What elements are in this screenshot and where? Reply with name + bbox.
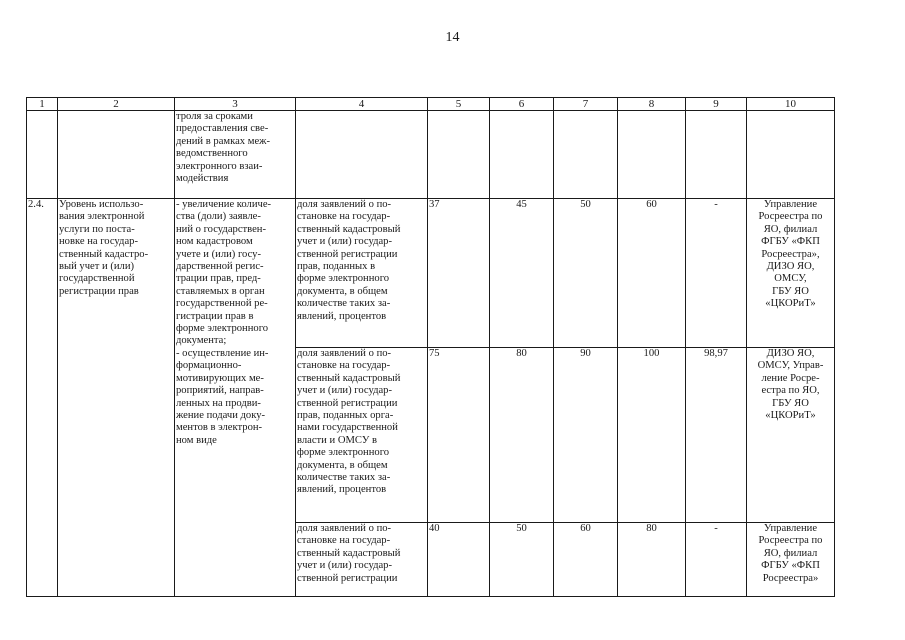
column-header: 10	[747, 98, 835, 111]
column-header: 2	[58, 98, 175, 111]
indicator-name: Уровень использо- вания электронной услуги по поста- новке на государ- ственный кадастро- вый учет и (или) государственной регистрации прав	[58, 199, 175, 597]
column-header: 9	[686, 98, 747, 111]
column-header: 6	[490, 98, 554, 111]
value-cell: -	[686, 199, 747, 348]
value-cell: 80	[618, 523, 686, 597]
value-cell: 75	[428, 348, 490, 523]
value-cell: 40	[428, 523, 490, 597]
column-number-row	[27, 98, 835, 111]
value-cell: -	[686, 523, 747, 597]
value-cell: 80	[490, 348, 554, 523]
table-row	[27, 111, 835, 199]
indicator-description: доля заявлений о по- становке на государ- ственный кадастровый учет и (или) государ- ственной регистрации	[296, 523, 428, 597]
value-cell: 90	[554, 348, 618, 523]
column-header: 8	[618, 98, 686, 111]
table-row	[27, 199, 835, 348]
indicator-description: доля заявлений о по- становке на государ- ственный кадастровый учет и (или) государ- ственной регистрации прав, поданных орга- нами государственной власти и ОМСУ в форме электронного документа, в общем количестве таких за- явлений, процентов	[296, 348, 428, 523]
value-cell: 50	[490, 523, 554, 597]
continuation-text: троля за сроками предоставления све- дений в рамках меж- ведомственного электронного взаи- модействия	[175, 111, 296, 199]
column-header: 1	[27, 98, 58, 111]
row-number: 2.4.	[27, 199, 58, 597]
page-number: 14	[445, 30, 460, 45]
responsible-cell: ДИЗО ЯО, ОМСУ, Управ- ление Росре- естра по ЯО, ГБУ ЯО «ЦКОРиТ»	[747, 348, 835, 523]
value-cell: 50	[554, 199, 618, 348]
value-cell: 60	[618, 199, 686, 348]
indicators-table	[26, 97, 835, 597]
responsible-cell: Управление Росреестра по ЯО, филиал ФГБУ «ФКП Росреестра»	[747, 523, 835, 597]
responsible-cell: Управление Росреестра по ЯО, филиал ФГБУ «ФКП Росреестра», ДИЗО ЯО, ОМСУ, ГБУ ЯО «ЦКОРиТ»	[747, 199, 835, 348]
value-cell: 37	[428, 199, 490, 348]
column-header: 3	[175, 98, 296, 111]
value-cell: 60	[554, 523, 618, 597]
column-header: 5	[428, 98, 490, 111]
indicator-description: доля заявлений о по- становке на государ- ственный кадастровый учет и (или) государ- ственной регистрации прав, поданных в форме электронного документа, в общем количестве таких за- явлений, процентов	[296, 199, 428, 348]
measures-text: - увеличение количе- ства (доли) заявле- ний о государствен- ном кадастровом учете и (или) госу- дарственной регис- трации прав, пред- ставляемых в орган государственной ре- гистрации прав в форме электронного документа; - осуществление ин- формационно- мотивирующих ме- роприятий, направ- ленных на продви- жение подачи доку- ментов в электрон- ном виде	[175, 199, 296, 597]
column-header: 4	[296, 98, 428, 111]
column-header: 7	[554, 98, 618, 111]
value-cell: 100	[618, 348, 686, 523]
value-cell: 45	[490, 199, 554, 348]
value-cell: 98,97	[686, 348, 747, 523]
